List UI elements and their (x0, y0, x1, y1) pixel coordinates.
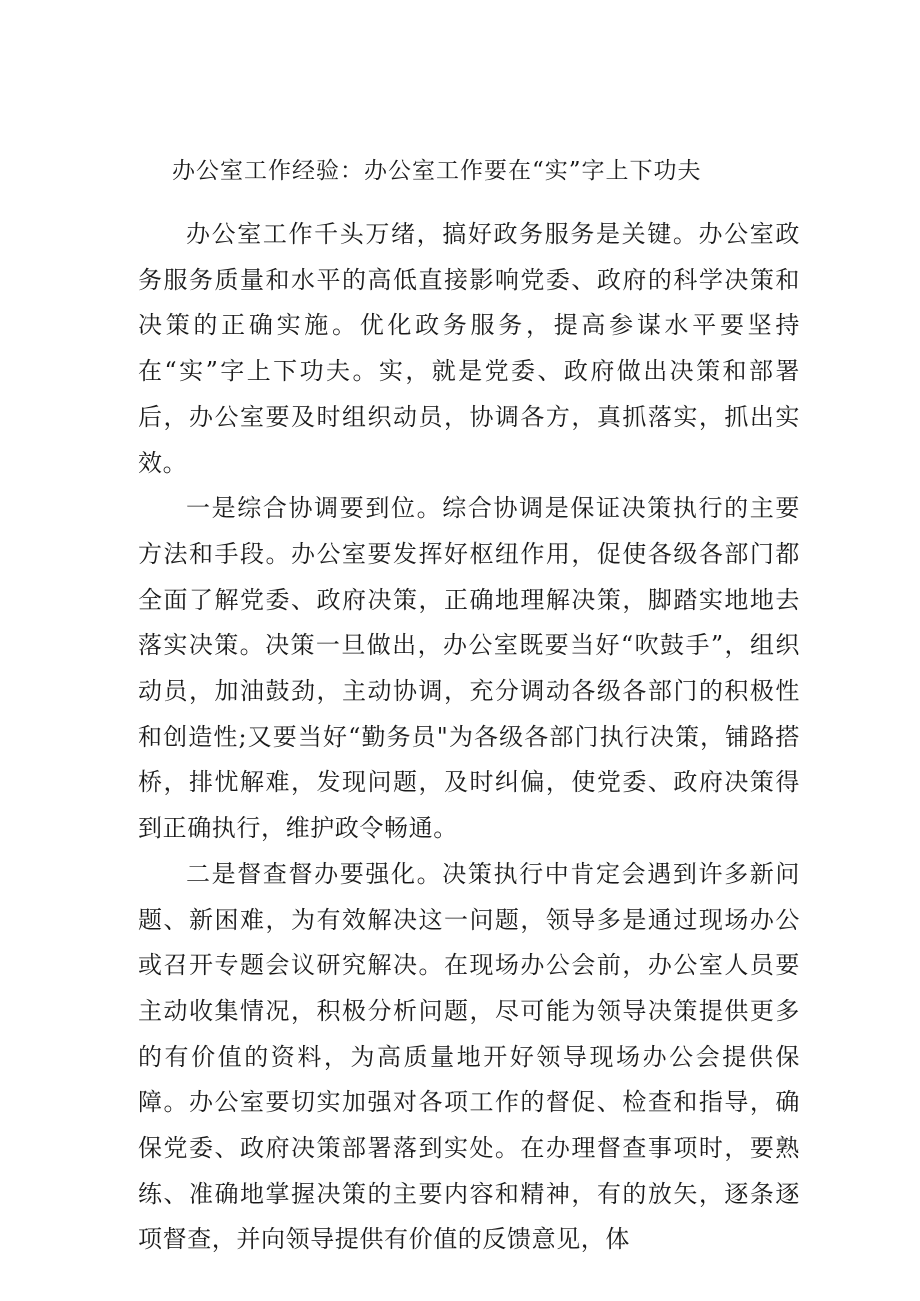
document-body (138, 212, 800, 1263)
paragraph-intro: 办公室工作千头万绪，搞好政务服务是关键。办公室政务服务质量和水平的高低直接影响党委、政府的科学决策和决策的正确实施。优化政务服务，提高参谋水平要坚持在“实”字上下功夫。实，就是党委、政府做出决策和部署后，办公室要及时组织动员，协调各方，真抓落实，抓出实效。 (138, 220, 800, 477)
document-title: 办公室工作经验：办公室工作要在“实”字上下功夫 (172, 158, 702, 184)
paragraph-supervision: 二是督查督办要强化。决策执行中肯定会遇到许多新问题、新困难，为有效解决这一问题，领导多是通过现场办公或召开专题会议研究解决。在现场办公会前，办公室人员要主动收集情况，积极分析问题，尽可能为领导决策提供更多的有价值的资料，为高质量地开好领导现场办公会提供保障。办公室要切实加强对各项工作的督促、检查和指导，确保党委、政府决策部署落到实处。在办理督查事项时，要熟练、准确地掌握决策的主要内容和精神，有的放矢，逐条逐项督查，并向领导提供有价值的反馈意见，体 (138, 859, 800, 1254)
paragraph-coordination: 一是综合协调要到位。综合协调是保证决策执行的主要方法和手段。办公室要发挥好枢纽作用，促使各级各部门都全面了解党委、政府决策，正确地理解决策，脚踏实地地去落实决策。决策一旦做出，办公室既要当好“吹鼓手”，组织动员，加油鼓劲，主动协调，充分调动各级各部门的积极性和创造性;又要当好“勤务员"为各级各部门执行决策，铺路搭桥，排忧解难，发现问题，及时纠偏，使党委、政府决策得到正确执行，维护政令畅通。 (138, 494, 800, 843)
